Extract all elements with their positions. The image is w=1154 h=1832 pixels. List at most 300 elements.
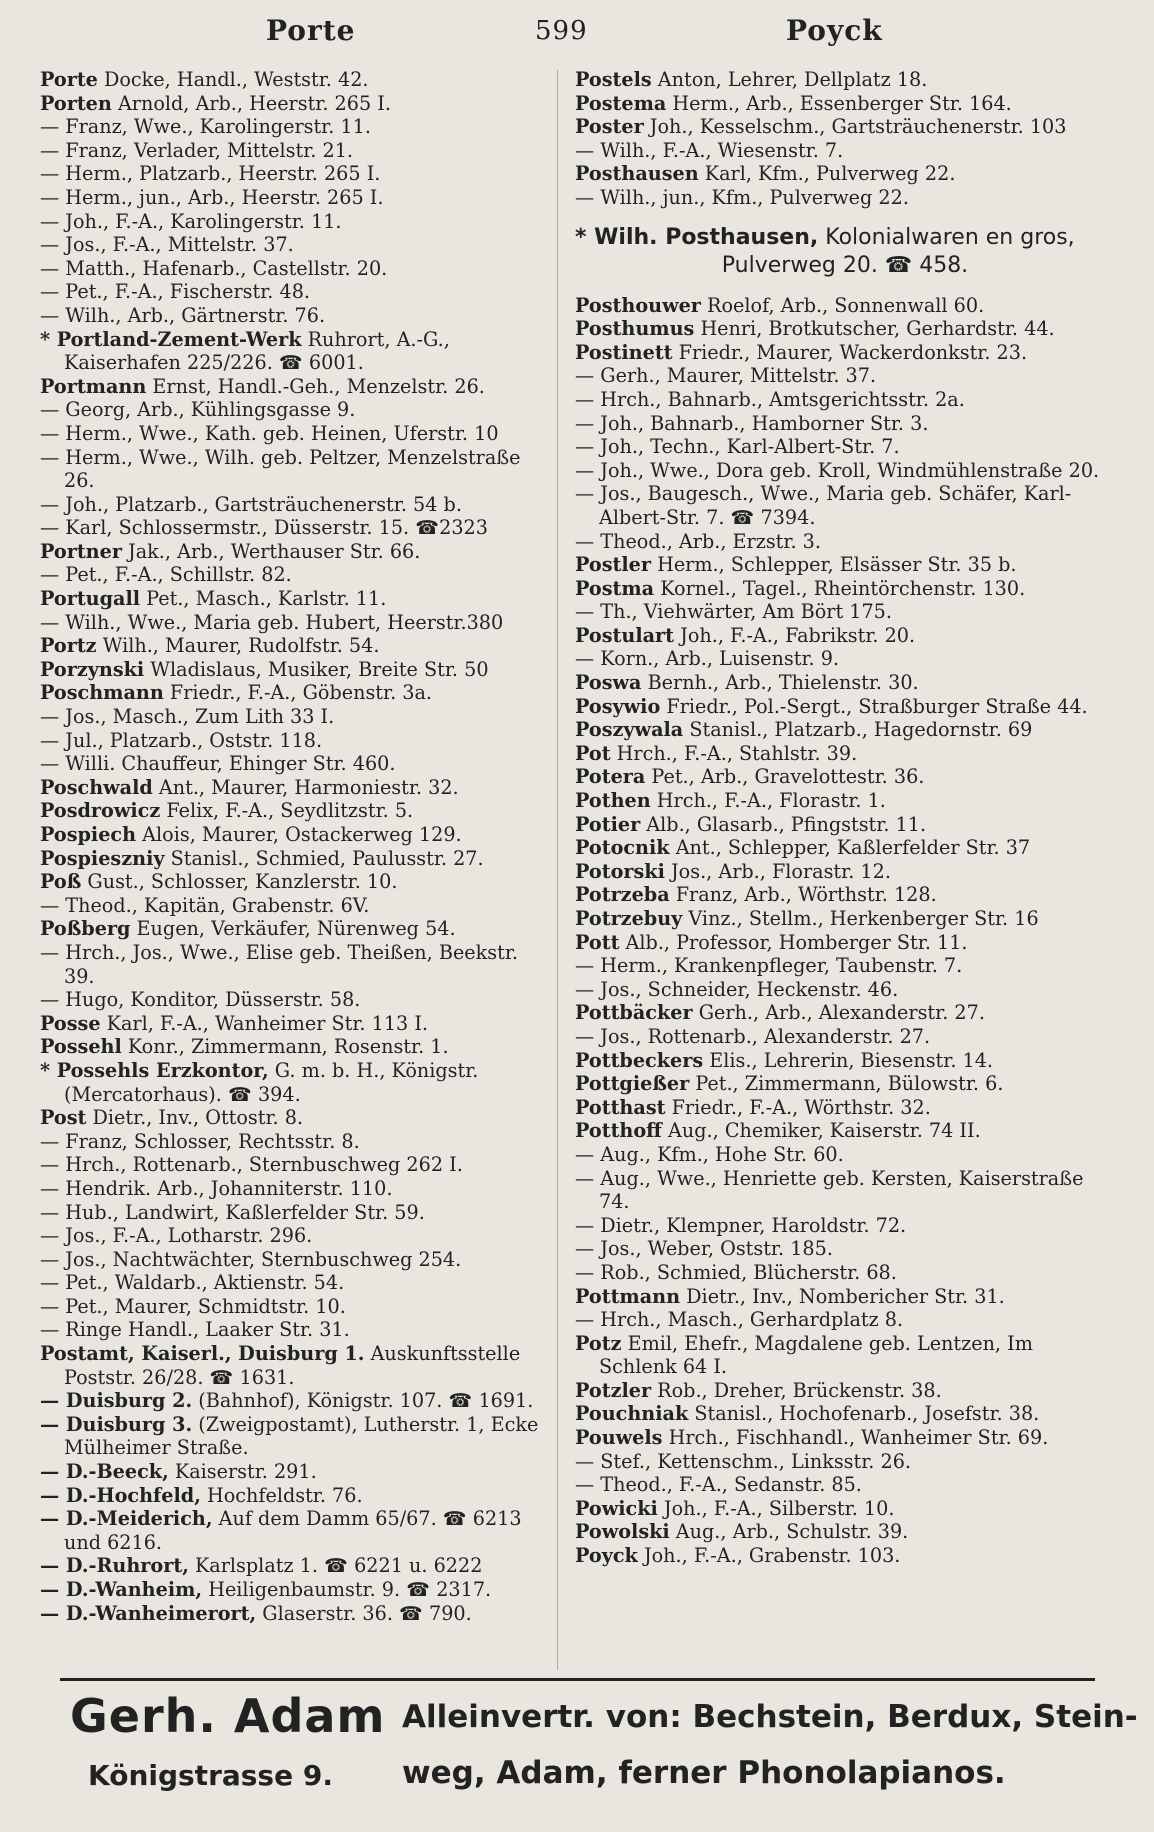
entry-surname: Potorski: [575, 859, 665, 883]
entry-details: — Gerh., Maurer, Mittelstr. 37.: [575, 364, 877, 388]
advert-entry-posthausen: [575, 224, 1115, 280]
directory-entry: [575, 1497, 1115, 1521]
directory-entry: [575, 907, 1115, 931]
entry-details: Alois, Maurer, Ostackerweg 129.: [136, 823, 462, 846]
entry-details: Dietr., Inv., Nombericher Str. 31.: [680, 1284, 1005, 1308]
entry-surname: * Portland-Zement-Werk: [40, 327, 302, 351]
directory-entry: [575, 68, 1115, 92]
entry-details: — Rob., Schmied, Blücherstr. 68.: [575, 1260, 897, 1284]
entry-surname: — D.-Wanheim,: [40, 1578, 203, 1601]
entry-details: — Hrch., Rottenarb., Sternbuschweg 262 I.: [40, 1153, 463, 1177]
entry-details: Pet., Zimmermann, Bülowstr. 6.: [689, 1072, 1004, 1096]
right-column-part-1: [575, 68, 1115, 210]
advert-entry-desc: Kolonialwaren en gros,: [818, 224, 1075, 250]
entry-surname: Potrzebuy: [575, 907, 683, 930]
entry-details: Felix, F.-A., Seydlitzstr. 5.: [160, 799, 414, 823]
directory-entry: [40, 1295, 550, 1319]
entry-details: — Joh., Wwe., Dora geb. Kroll, Windmühlenstraße 20.: [575, 458, 1100, 482]
directory-entry: [575, 789, 1115, 813]
entry-details: Stanisl., Schmied, Paulusstr. 27.: [164, 846, 484, 870]
right-column-part-2: [575, 294, 1115, 1568]
directory-entry: [40, 1484, 550, 1508]
directory-entry: [575, 1379, 1115, 1403]
directory-entry: [40, 1389, 550, 1413]
directory-entry: [575, 1426, 1115, 1450]
directory-entry: [575, 1001, 1115, 1025]
entry-details: — Karl, Schlossermstr., Düsserstr. 15. ☎2323: [40, 516, 488, 540]
directory-entry: [40, 1106, 550, 1130]
entry-details: — Matth., Hafenarb., Castellstr. 20.: [40, 256, 388, 280]
entry-details: — Korn., Arb., Luisenstr. 9.: [575, 647, 840, 671]
entry-details: — Franz, Wwe., Karolingerstr. 11.: [40, 115, 371, 139]
entry-surname: Pottmann: [575, 1284, 681, 1308]
entry-details: — Pet., Waldarb., Aktienstr. 54.: [40, 1271, 345, 1295]
directory-entry: [40, 92, 550, 116]
entry-surname: Postema: [575, 91, 667, 115]
directory-entry: [575, 1214, 1115, 1238]
advert-entry-line-2: Pulverweg 20. ☎ 458.: [721, 252, 969, 278]
entry-details: Kornel., Tagel., Rheintörchenstr. 130.: [654, 576, 1026, 600]
directory-entry: [575, 1520, 1115, 1544]
entry-details: — Jos., Rottenarb., Alexanderstr. 27.: [575, 1024, 931, 1048]
directory-entry: [40, 1578, 550, 1602]
entry-details: Arnold, Arb., Heerstr. 265 I.: [111, 91, 391, 115]
directory-entry: [40, 328, 550, 375]
entry-surname: Potz: [575, 1331, 622, 1355]
entry-details: Jos., Arb., Florastr. 12.: [664, 859, 891, 883]
entry-surname: Potrzeba: [575, 883, 670, 907]
entry-details: — Wilh., F.-A., Wiesenstr. 7.: [575, 138, 844, 162]
directory-entry: [40, 1342, 550, 1389]
directory-entry: [40, 162, 550, 186]
directory-entry: [575, 294, 1115, 318]
directory-entry: [575, 1285, 1115, 1309]
entry-surname: Pottbäcker: [575, 1001, 693, 1025]
directory-entry: [40, 917, 550, 941]
directory-entry: [40, 611, 550, 635]
directory-entry: [575, 388, 1115, 412]
directory-entry: [575, 742, 1115, 766]
entry-details: — Stef., Kettenschm., Linksstr. 26.: [575, 1449, 912, 1473]
directory-entry: [575, 860, 1115, 884]
entry-surname: Pouwels: [575, 1426, 663, 1450]
entry-details: — Pet., F.-A., Schillstr. 82.: [40, 563, 292, 587]
directory-entry: [40, 186, 550, 210]
entry-details: Aug., Chemiker, Kaiserstr. 74 II.: [661, 1119, 981, 1143]
directory-entry: [575, 1049, 1115, 1073]
entry-surname: Poßberg: [40, 917, 131, 941]
entry-surname: — D.-Ruhrort,: [40, 1554, 189, 1578]
entry-surname: Potthast: [575, 1095, 666, 1119]
entry-surname: Pouchniak: [575, 1402, 689, 1426]
directory-entry: [40, 1059, 550, 1106]
advert-text-line-1: Alleinvertr. von: Bechstein, Berdux, Stein-: [402, 1699, 1138, 1735]
entry-details: Stanisl., Hochofenarb., Josefstr. 38.: [688, 1402, 1040, 1426]
directory-entry: [575, 115, 1115, 139]
directory-entry: [40, 1012, 550, 1036]
directory-entry: [575, 139, 1115, 163]
entry-surname: Postler: [575, 553, 651, 577]
entry-details: — Herm., Platzarb., Heerstr. 265 I.: [40, 162, 381, 186]
directory-entry: [40, 1602, 550, 1626]
entry-details: Henri, Brotkutscher, Gerhardstr. 44.: [694, 317, 1055, 341]
entry-surname: Poszywala: [575, 718, 684, 742]
right-column: [575, 68, 1115, 1673]
directory-entry: [40, 563, 550, 587]
entry-surname: Posthouwer: [575, 293, 701, 317]
entry-surname: — D.-Beeck,: [40, 1460, 169, 1484]
directory-entry: [575, 624, 1115, 648]
entry-surname: Portz: [40, 634, 97, 658]
directory-entry: [40, 540, 550, 564]
directory-entry: [40, 446, 550, 493]
entry-details: — Jos., Nachtwächter, Sternbuschweg 254.: [40, 1247, 462, 1271]
entry-details: Konr., Zimmermann, Rosenstr. 1.: [121, 1035, 449, 1059]
entry-details: — Franz, Schlosser, Rechtsstr. 8.: [40, 1129, 360, 1153]
entry-details: — Herm., Krankenpfleger, Taubenstr. 7.: [575, 954, 963, 978]
entry-surname: Postinett: [575, 340, 673, 364]
directory-entry: [575, 1237, 1115, 1261]
entry-details: Joh., F.-A., Grabenstr. 103.: [637, 1544, 901, 1568]
entry-details: — Dietr., Klempner, Haroldstr. 72.: [575, 1213, 907, 1237]
entry-surname: Posse: [40, 1011, 101, 1035]
directory-entry: [575, 92, 1115, 116]
entry-surname: Potthoff: [575, 1119, 662, 1143]
entry-details: — Georg, Arb., Kühlingsgasse 9.: [40, 398, 356, 422]
directory-entry: [575, 1072, 1115, 1096]
directory-entry: [40, 1318, 550, 1342]
page-number: 599: [535, 16, 588, 46]
entry-details: — Theod., F.-A., Sedanstr. 85.: [575, 1473, 862, 1497]
entry-details: Eugen, Verkäufer, Nürenweg 54.: [130, 917, 456, 941]
directory-entry: [575, 954, 1115, 978]
entry-details: Auskunftsstelle Poststr. 26/28. ☎ 1631.: [64, 1342, 521, 1389]
entry-details: — Hendrik. Arb., Johanniterstr. 110.: [40, 1176, 393, 1200]
directory-entry: [575, 671, 1115, 695]
entry-details: Aug., Arb., Schulstr. 39.: [669, 1520, 909, 1544]
directory-entry: [40, 398, 550, 422]
entry-details: Rob., Dreher, Brückenstr. 38.: [651, 1378, 942, 1402]
directory-entry: [575, 1167, 1115, 1214]
directory-entry: [40, 1177, 550, 1201]
entry-surname: Postulart: [575, 623, 675, 647]
entry-details: — Jos., Baugesch., Wwe., Maria geb. Schäfer, Karl-Albert-Str. 7. ☎ 7394.: [575, 482, 1072, 529]
directory-entry: [575, 317, 1115, 341]
directory-entry: [575, 482, 1115, 529]
entry-surname: Postels: [575, 68, 652, 91]
entry-details: Ant., Maurer, Harmoniestr. 32.: [152, 775, 459, 799]
entry-surname: Posthausen: [575, 162, 699, 186]
entry-details: Hrch., F.-A., Stahlstr. 39.: [610, 741, 858, 765]
entry-details: Gust., Schlosser, Kanzlerstr. 10.: [81, 870, 398, 894]
directory-entry: [40, 823, 550, 847]
entry-details: Joh., F.-A., Fabrikstr. 20.: [674, 623, 916, 647]
directory-entry: [40, 1035, 550, 1059]
directory-entry: [575, 1143, 1115, 1167]
entry-details: Hrch., F.-A., Florastr. 1.: [650, 789, 886, 813]
header-left-keyword: Porte: [266, 14, 356, 47]
directory-entry: [575, 577, 1115, 601]
entry-surname: Poschwald: [40, 775, 153, 799]
entry-details: Franz, Arb., Wörthstr. 128.: [669, 883, 937, 907]
directory-entry: [575, 1261, 1115, 1285]
entry-details: — Aug., Kfm., Hohe Str. 60.: [575, 1142, 844, 1166]
entry-details: — Joh., F.-A., Karolingerstr. 11.: [40, 209, 342, 233]
advert-entry-line-1: [575, 224, 1115, 252]
directory-entry: [575, 931, 1115, 955]
directory-entry: [40, 681, 550, 705]
entry-details: Karlsplatz 1. ☎ 6221 u. 6222: [188, 1554, 483, 1578]
directory-entry: [575, 1308, 1115, 1332]
entry-surname: Poster: [575, 115, 644, 139]
directory-entry: [575, 647, 1115, 671]
entry-details: Karl, F.-A., Wanheimer Str. 113 I.: [100, 1011, 429, 1035]
entry-details: — Jos., Weber, Oststr. 185.: [575, 1237, 833, 1261]
directory-entry: [40, 705, 550, 729]
entry-details: — Joh., Techn., Karl-Albert-Str. 7.: [575, 435, 900, 459]
entry-details: — Hugo, Konditor, Düsserstr. 58.: [40, 988, 361, 1012]
entry-details: Friedr., F.-A., Göbenstr. 3a.: [163, 681, 433, 705]
directory-entry: [40, 115, 550, 139]
entry-details: Joh., Kesselschm., Gartsträuchenerstr. 103: [643, 115, 1067, 139]
entry-surname: Posdrowicz: [40, 799, 161, 823]
entry-surname: Pott: [575, 930, 620, 954]
directory-entry: [575, 553, 1115, 577]
directory-entry: [40, 988, 550, 1012]
advert-text-line-2: weg, Adam, ferner Phonolapianos.: [402, 1755, 1006, 1791]
entry-details: Bernh., Arb., Thielenstr. 30.: [641, 671, 919, 695]
entry-details: — Franz, Verlader, Mittelstr. 21.: [40, 138, 354, 162]
entry-surname: Poyck: [575, 1544, 638, 1568]
entry-details: — Jos., Schneider, Heckenstr. 46.: [575, 977, 899, 1001]
directory-entry: [40, 304, 550, 328]
entry-surname: Pottgießer: [575, 1072, 690, 1096]
directory-entry: [575, 1025, 1115, 1049]
directory-entry: [575, 1332, 1115, 1379]
entry-details: — Theod., Arb., Erzstr. 3.: [575, 529, 821, 553]
entry-details: Joh., F.-A., Silberstr. 10.: [657, 1496, 895, 1520]
directory-entry: [40, 1554, 550, 1578]
directory-entry: [40, 1271, 550, 1295]
column-divider: [557, 70, 558, 1670]
entry-surname: Poswa: [575, 671, 642, 695]
directory-entry: [575, 530, 1115, 554]
entry-surname: — D.-Meiderich,: [40, 1507, 213, 1531]
entry-details: — Jul., Platzarb., Oststr. 118.: [40, 728, 323, 752]
entry-details: Hrch., Fischhandl., Wanheimer Str. 69.: [662, 1426, 1049, 1450]
entry-surname: Porten: [40, 91, 112, 115]
directory-entry: [575, 412, 1115, 436]
entry-surname: Pottbeckers: [575, 1048, 704, 1072]
entry-details: Alb., Professor, Homberger Str. 11.: [619, 930, 968, 954]
entry-surname: Posthumus: [575, 317, 695, 341]
entry-details: (Bahnhof), Königstr. 107. ☎ 1691.: [192, 1389, 534, 1413]
directory-entry: [40, 729, 550, 753]
entry-details: Docke, Handl., Weststr. 42.: [97, 68, 369, 91]
directory-entry: [575, 813, 1115, 837]
entry-surname: Portugall: [40, 587, 141, 611]
entry-details: — Wilh., jun., Kfm., Pulverweg 22.: [575, 185, 909, 209]
directory-entry: [40, 1224, 550, 1248]
directory-entry: [40, 210, 550, 234]
directory-entry: [40, 634, 550, 658]
entry-details: — Jos., F.-A., Mittelstr. 37.: [40, 233, 294, 257]
directory-entry: [575, 1450, 1115, 1474]
entry-details: Herm., Schlepper, Elsässer Str. 35 b.: [650, 553, 1017, 577]
directory-entry: [40, 493, 550, 517]
directory-entry: [575, 1473, 1115, 1497]
advert-company-name: Gerh. Adam: [70, 1689, 386, 1743]
entry-surname: Postamt, Kaiserl., Duisburg 1.: [40, 1342, 365, 1366]
directory-entry: [40, 752, 550, 776]
directory-entry: [575, 1402, 1115, 1426]
entry-details: Friedr., F.-A., Wörthstr. 32.: [665, 1095, 931, 1119]
directory-entry: [40, 941, 550, 988]
entry-details: Emil, Ehefr., Magdalene geb. Lentzen, Im Schlenk 64 I.: [599, 1331, 1033, 1379]
entry-surname: — D.-Wanheimerort,: [40, 1601, 257, 1625]
entry-details: — Jos., F.-A., Lotharstr. 296.: [40, 1224, 313, 1248]
entry-details: Pet., Masch., Karlstr. 11.: [140, 587, 387, 611]
entry-surname: — Duisburg 2.: [40, 1389, 193, 1413]
directory-entry: [575, 718, 1115, 742]
directory-entry: [40, 139, 550, 163]
entry-details: Vinz., Stellm., Herkenberger Str. 16: [682, 907, 1039, 930]
entry-details: Anton, Lehrer, Dellplatz 18.: [651, 68, 928, 91]
directory-entry: [40, 894, 550, 918]
entry-details: Elis., Lehrerin, Biesenstr. 14.: [703, 1048, 994, 1072]
entry-details: Friedr., Maurer, Wackerdonkstr. 23.: [672, 340, 1028, 364]
entry-details: — Herm., jun., Arb., Heerstr. 265 I.: [40, 185, 384, 209]
directory-entry: [40, 375, 550, 399]
entry-details: Jak., Arb., Werthauser Str. 66.: [121, 539, 421, 563]
directory-entry: [40, 516, 550, 540]
entry-details: Gerh., Arb., Alexanderstr. 27.: [692, 1001, 985, 1025]
entry-surname: Pothen: [575, 789, 651, 813]
entry-details: Stanisl., Platzarb., Hagedornstr. 69: [683, 718, 1033, 742]
entry-surname: Poß: [40, 870, 82, 894]
directory-entry: [575, 1544, 1115, 1568]
entry-surname: Potier: [575, 812, 641, 836]
entry-surname: Potzler: [575, 1378, 652, 1402]
entry-surname: Powicki: [575, 1496, 658, 1520]
entry-details: — Pet., F.-A., Fischerstr. 48.: [40, 280, 311, 304]
directory-entry: [575, 765, 1115, 789]
entry-details: — Joh., Platzarb., Gartsträuchenerstr. 54 b.: [40, 492, 462, 516]
directory-entry: [575, 186, 1115, 210]
entry-surname: Porte: [40, 68, 98, 91]
entry-details: — Wilh., Wwe., Maria geb. Hubert, Heerstr.380: [40, 610, 504, 634]
directory-entry: [40, 233, 550, 257]
entry-details: — Herm., Wwe., Kath. geb. Heinen, Uferstr. 10: [40, 421, 499, 445]
entry-details: — Pet., Maurer, Schmidtstr. 10.: [40, 1294, 346, 1318]
entry-details: Friedr., Pol.-Sergt., Straßburger Straße 44.: [660, 694, 1088, 718]
entry-details: Wilh., Maurer, Rudolfstr. 54.: [96, 634, 380, 658]
entry-details: Ernst, Handl.-Geh., Menzelstr. 26.: [146, 374, 485, 398]
directory-entry: [575, 459, 1115, 483]
entry-details: Herm., Arb., Essenberger Str. 164.: [666, 91, 1012, 115]
entry-details: Roelof, Arb., Sonnenwall 60.: [700, 293, 985, 317]
entry-details: — Willi. Chauffeur, Ehinger Str. 460.: [40, 752, 396, 776]
entry-surname: Posywio: [575, 694, 661, 718]
entry-details: Karl, Kfm., Pulverweg 22.: [698, 162, 956, 186]
directory-entry: [575, 600, 1115, 624]
entry-details: Auf dem Damm 65/67. ☎ 6213 und 6216.: [64, 1507, 522, 1554]
directory-entry: [40, 1413, 550, 1460]
directory-entry: [40, 257, 550, 281]
entry-surname: Pospiech: [40, 823, 137, 846]
entry-details: — Hrch., Masch., Gerhardplatz 8.: [575, 1308, 904, 1332]
entry-details: Glaserstr. 36. ☎ 790.: [256, 1601, 472, 1625]
entry-details: — Wilh., Arb., Gärtnerstr. 76.: [40, 303, 326, 327]
directory-entry: [575, 1096, 1115, 1120]
entry-surname: * Possehls Erzkontor,: [40, 1058, 269, 1082]
entry-details: Kaiserstr. 291.: [168, 1460, 317, 1484]
directory-entry: [40, 799, 550, 823]
entry-details: Dietr., Inv., Ottostr. 8.: [86, 1106, 304, 1130]
header-right-keyword: Poyck: [786, 14, 883, 47]
directory-entry: [40, 776, 550, 800]
directory-entry: [40, 422, 550, 446]
directory-entry: [40, 587, 550, 611]
directory-entry: [40, 68, 550, 92]
directory-entry: [40, 1153, 550, 1177]
entry-details: Wladislaus, Musiker, Breite Str. 50: [144, 657, 489, 681]
directory-entry: [40, 658, 550, 682]
directory-entry: [575, 162, 1115, 186]
entry-surname: Postma: [575, 576, 655, 600]
entry-surname: — D.-Hochfeld,: [40, 1483, 201, 1507]
entry-surname: Pospieszniy: [40, 846, 165, 870]
entry-details: — Hrch., Jos., Wwe., Elise geb. Theißen, Beekstr. 39.: [40, 940, 519, 988]
directory-entry: [575, 836, 1115, 860]
entry-surname: Pot: [575, 741, 611, 765]
entry-details: — Hub., Landwirt, Kaßlerfelder Str. 59.: [40, 1200, 425, 1224]
entry-details: — Aug., Wwe., Henriette geb. Kersten, Kaiserstraße 74.: [575, 1166, 1084, 1214]
entry-details: — Ringe Handl., Laaker Str. 31.: [40, 1318, 350, 1342]
entry-details: Alb., Glasarb., Pfingststr. 11.: [640, 812, 927, 836]
entry-details: — Th., Viehwärter, Am Bört 175.: [575, 600, 892, 624]
entry-surname: Potera: [575, 765, 646, 789]
entry-details: Hochfeldstr. 76.: [200, 1483, 363, 1507]
directory-entry: [40, 1507, 550, 1554]
entry-surname: Portner: [40, 539, 122, 563]
directory-entry: [40, 1130, 550, 1154]
entry-surname: Portmann: [40, 374, 147, 398]
footer-advertisement: [60, 1678, 1138, 1831]
entry-details: Ruhrort, A.-G., Kaiserhafen 225/226. ☎ 6001.: [64, 327, 450, 375]
directory-entry: [575, 883, 1115, 907]
advert-entry-name: * Wilh. Posthausen,: [575, 224, 819, 250]
entry-details: (Zweigpostamt), Lutherstr. 1, Ecke Mülheimer Straße.: [64, 1412, 539, 1460]
directory-entry: [575, 695, 1115, 719]
directory-entry: [575, 978, 1115, 1002]
left-column: [40, 68, 550, 1673]
entry-surname: Porzynski: [40, 657, 145, 681]
directory-entry: [40, 1248, 550, 1272]
directory-entry: [40, 280, 550, 304]
entry-details: — Theod., Kapitän, Grabenstr. 6V.: [40, 893, 370, 917]
entry-details: G. m. b. H., Königstr. (Mercatorhaus). ☎ 394.: [64, 1058, 479, 1106]
entry-surname: Poschmann: [40, 681, 164, 705]
entry-details: Heiligenbaumstr. 9. ☎ 2317.: [202, 1578, 492, 1601]
directory-entry: [40, 870, 550, 894]
entry-surname: Post: [40, 1106, 87, 1130]
entry-details: — Herm., Wwe., Wilh. geb. Peltzer, Menzelstraße 26.: [40, 445, 521, 493]
entry-details: — Jos., Masch., Zum Lith 33 I.: [40, 705, 335, 729]
entry-details: — Hrch., Bahnarb., Amtsgerichtsstr. 2a.: [575, 387, 965, 411]
directory-entry: [575, 435, 1115, 459]
entry-surname: — Duisburg 3.: [40, 1412, 193, 1436]
